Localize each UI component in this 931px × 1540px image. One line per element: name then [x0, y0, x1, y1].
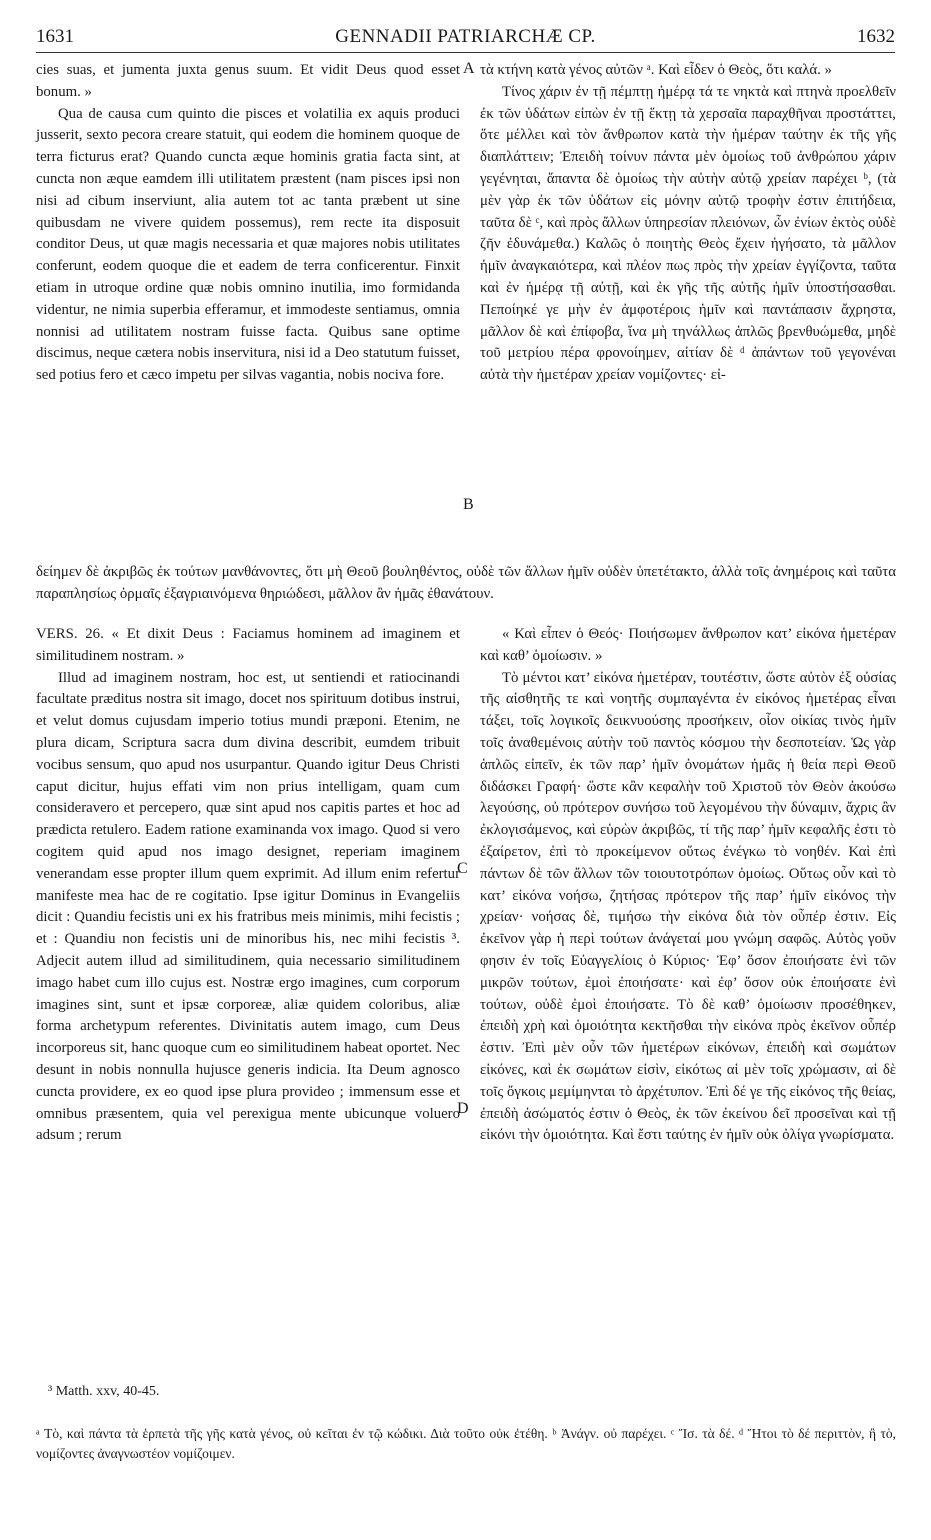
latin-verse-heading: VERS. 26. « Et dixit Deus : Faciamus hominem ad imaginem et similitudinem nostram. » [36, 626, 460, 664]
greek-verse-heading: « Καὶ εἶπεν ὁ Θεός· Ποιήσωμεν ἄνθρωπον κατ’ εἰκόνα ἡμετέραν καὶ καθ’ ὁμοίωσιν. » [480, 626, 896, 664]
margin-marker-b: B [463, 496, 474, 513]
header-rule [36, 52, 895, 53]
right-column-number: 1632 [857, 26, 895, 47]
margin-marker-c: C [457, 860, 468, 877]
latin-paragraph: cies suas, et jumenta juxta genus suum. Et vidit Deus quod esset bonum. » [36, 62, 460, 100]
left-column-number: 1631 [36, 26, 74, 47]
greek-column-top [480, 60, 896, 387]
greek-column-bottom [480, 624, 896, 1147]
latin-paragraph: Illud ad imaginem nostram, hoc est, ut sentiendi et ratiocinandi facultate præditus nostra sit imago, docet nos spirituum dotibus instrui, et velut domus cujusdam imperio totius mundi præponi. Etenim, ne plura dicam, Scriptura sacra dum divina describit, eumdem tribuit vocibus sensum, quo apud nos usurpantur. Quando igitur Deus Christi caput dicitur, hujus effati vim non prius intelligam, quam cum consideravero et percepero, quæ sint apud nos capitis partes et hoc ad prædicta retulero. Eadem ratione examinanda vox imago. Quod si vero cogitem quid apud nos imago designet, reperiam imaginem venerandam esse propter illum quem exprimit. Ad illum enim refertur manifeste mea hac de re cogitatio. Ipse igitur Dominus in Evangeliis dicit : Quandiu fecistis uni ex his fratribus meis minimis, mihi fecistis ; et : Quandiu non fecistis uni de minoribus his, nec mihi fecistis ³. Adjecit autem illud ad similitudinem, quia necessario similitudinem imago habet cum illo cujus est. Nostræ ergo imagines, cum corporum imagines sint, sunt et ipsæ corporeæ, aliæ quidem coloribus, aliæ forma archetypum referentes. Divinitatis autem imago, cum Deus incorporeus sit, hanc quoque cum eo similitudinem habeat oportet. Nec desunt in nobis nonnulla hujusce generis indicia. Ita Deum agnosco cuncta providere, ex eo quod ipse plura provideo ; immensum esse et omnibus præsentem, quia vel perexigua mente ubicunque voluero adsum ; rerum [36, 669, 460, 1144]
margin-marker-d: D [457, 1100, 469, 1117]
greek-paragraph: Τίνος χάριν ἐν τῇ πέμπτῃ ἡμέρᾳ τά τε νηκτὰ καὶ πτηνὰ προελθεῖν ἐκ τῶν ὑδάτων εἰπὼν ἐν τῇ ἕκτῃ τὰ χερσαῖα παραχθῆναι προστάττει, ὅτε μέλλει καὶ τὸν ἄνθρωπον κατὰ τὴν ἡμέραν ταύτην ἐκ τῆς γῆς διαπλάττειν; Ἐπειδὴ τοίνυν πάντα μὲν ὁμοίως τοῦ ἀνθρώπου χάριν γεγένηται, ἅπαντα δὲ ὁμοίως τὴν αὐτὴν αὐτῷ χρείαν παρέχει ᵇ, (τὰ μὲν γὰρ ἐκ τῶν ὑδάτων εἰς μόνην αὐτῷ τροφὴν ἐστιν ἐπιτήδεια, ταῦτα δὲ ᶜ, καὶ πρὸς ἄλλων ὑπηρεσίαν πλειόνων, ὧν ἐνίων ἐκτὸς οὐδὲ ζῆν ἐδυνάμεθα.) Καλῶς ὁ ποιητὴς Θεὸς ἔχειν ἡγήσατο, τὰ μᾶλλον ἡμῖν ἀναγκαιότερα, καὶ πλέον πως πρὸς τὴν χρείαν ἐγγίζοντα, ταῦτα καὶ ἐν ἡμέρᾳ τῇ αὐτῇ, καὶ ἐκ γῆς τῆς αὐτῆς ἡμῖν ὑποστήσασθαι. Πεποίηκέ γε μὴν ἐν ἀμφοτέροις ἡμῖν καὶ παντάπασιν ἄχρηστα, μᾶλλον δὲ καὶ ἐπίφοβα, ἵνα μὴ τηνάλλως ἁπλῶς βρενθυώμεθα, μηδὲ τοῦ μετρίου πέρα φρονοίημεν, αἰτίαν δὲ ᵈ ἁπάντων τοῦ γεγονέναι αὐτὰ τὴν ἡμετέραν χρείαν νομίζοντες· εἰ- [480, 83, 896, 384]
latin-column-bottom [36, 624, 460, 1147]
greek-paragraph: τὰ κτήνη κατὰ γένος αὐτῶν ᵃ. Καὶ εἶδεν ὁ Θεὸς, ὅτι καλά. » [480, 62, 832, 78]
latin-paragraph: Qua de causa cum quinto die pisces et volatilia ex aquis produci jusserit, sexto pecora creare statuit, qui eodem die hominem quoque de terra ficturus erat? Quando cuncta æque hominis gratia facta sint, at cuncta non æque eamdem illi utilitatem præstent (nam pisces ipsi non nisi ad cibum inserviunt, alia autem tot ac tanta præbent ut sine quibusdam ne vivere quidem possemus), rem recte ita disposuit conditor Deus, ut quæ magis necessaria et quæ majores nobis utilitates conferunt, eodem quoque die et eadem de terra conficerentur. Finxit etiam in utroque ordine quæ nobis omnino inutilia, imo formidanda videntur, ne nimia superbia efferamur, et immodeste sentiamus, omnia nonnisi ad utilitatem nostram fuisse facta. Quibus sane optime discimus, neque cætera nobis inservitura, nisi id a Deo statutum fuisset, sed potius fero et cæco impetu per silvas vagantia, nobis nociva fore. [36, 105, 460, 384]
margin-marker-a: A [463, 60, 475, 77]
greek-full-width-continuation: δείημεν δὲ ἀκριβῶς ἐκ τούτων μανθάνοντες, ὅτι μὴ Θεοῦ βουληθέντος, οὐδὲ τῶν ἄλλων ἡμῖν οὐδὲν ὑπετέτακτο, ἀλλὰ τοῖς ἀνημέροις καὶ ταῦτα παραπλησίως ὁρμαῖς ἐξαγριαινόμενα θηριώδεσι, μᾶλλον ἂν ἡμᾶς ἐθανάτουν. [36, 564, 896, 602]
apparatus-footnotes: ᵃ Τὸ, καὶ πάντα τὰ ἑρπετὰ τῆς γῆς κατὰ γένος, οὐ κεῖται ἐν τῷ κώδικι. Διὰ τοῦτο οὐκ ἐτέθη. ᵇ Ἀνάγν. οὐ παρέχει. ᶜ Ἴσ. τὰ δέ. ᵈ Ἤτοι τὸ δέ περιττὸν, ἢ τὸ, νομίζοντες ἀναγνωστέον νομίζοιμεν. [36, 1426, 896, 1461]
greek-paragraph: Τὸ μέντοι κατ’ εἰκόνα ἡμετέραν, τουτέστιν, ὥστε αὐτὸν ἐξ οὐσίας τῆς αἰσθητῆς τε καὶ νοητῆς συμπαγέντα ἐν εἰκόνος ἡμετέρας εἶναι τάξει, τοῖς λογικοῖς δεικνυούσης προσήκειν, οἷον οἰκίας τινὸς ἡμῖν τοῖς ἀναθεμένοις αὐτὴν τοῦ παντὸς κόσμου τὴν δεσποτείαν. Ὡς γὰρ ἁπλῶς εἰπεῖν, ἐκ τῶν παρ’ ἡμῖν ὀνομάτων ἡμᾶς ἡ θεία περὶ Θεοῦ διδάσκει Γραφή· ὥστε κἂν κεφαλὴν τοῦ Χριστοῦ τὸν Θεὸν ἀκούσω λεγούσης, οὐ πρότερον συνήσω τοῦ λεγομένου τὴν δύναμιν, ἄχρις ἂν ἐκλογισάμενος, καὶ εὑρὼν ἀκριβῶς, τί τῆς παρ’ ἡμῖν κεφαλῆς ἐστι τὸ ἐξαίρετον, ἐπὶ τὸ προκείμενον οὕτως ἐνέγκω τὸ νοηθέν. Καὶ ἐπὶ πάντων δὲ τῶν ἄλλων τῶν τοιουτοτρόπων ὁμοίως. Οὕτως οὖν καὶ τὸ κατ’ εἰκόνα νοήσω, ζητήσας πρότερον τῆς παρ’ ἡμῖν εἰκόνος τὴν χρείαν· νοήσας δὲ, τιμήσω τὴν εἰκόνα διὰ τὸν οὗπέρ ἐστιν. Εἰς ἐκεῖνον γὰρ ἡ περὶ τούτων ἀνάγεταί μου γνώμη σαφῶς. Αὐτὸς γοῦν φησιν ἐν τοῖς Εὐαγγελίοις ὁ Κύριος· Ἐφ’ ὅσον ἐποιήσατε ἑνὶ τῶν μικρῶν τούτων, ἐμοὶ ἐποιήσατε· καὶ ἐφ’ ὅσον οὐκ ἐποιήσατε ἑνὶ τούτων, οὐδὲ ἐμοὶ ἐποιήσατε. Τὸ δὲ καθ’ ὁμοίωσιν προσέθηκεν, ἐπειδὴ χρὴ καὶ ὁμοιότητα κεκτῆσθαι τὴν εἰκόνα πρὸς ἐκεῖνον οὗπέρ ἐστιν. Ἐπὶ μὲν οὖν τῶν ἡμετέρων εἰκόνων, ἐπειδὴ καὶ σωμάτων εἰκόνες, καὶ ἐκ σωμάτων εἰσὶν, εἰκότως αἱ μὲν τοῖς χρώμασιν, αἱ δὲ τοῖς ὄγκοις μεμίμηνται τὸ ἀρχέτυπον. Ἐπὶ δέ γε τῆς εἰκόνος τῆς θείας, ἐπειδὴ ἀσώματός ἐστιν ὁ Θεὸς, ἐκ τῶν ἐκείνου δεῖ προσεῖναι καὶ τῇ εἰκόνι τὴν ὁμοιότητα. Καὶ ἔστι ταύτης ἐν ἡμῖν οὐκ ὀλίγα γνωρίσματα. [480, 669, 896, 1144]
latin-column-top [36, 60, 460, 387]
scripture-footnote: ³ Matth. xxv, 40-45. [48, 1384, 160, 1399]
page-header [36, 26, 895, 52]
running-title: GENNADII PATRIARCHÆ CP. [335, 26, 596, 47]
